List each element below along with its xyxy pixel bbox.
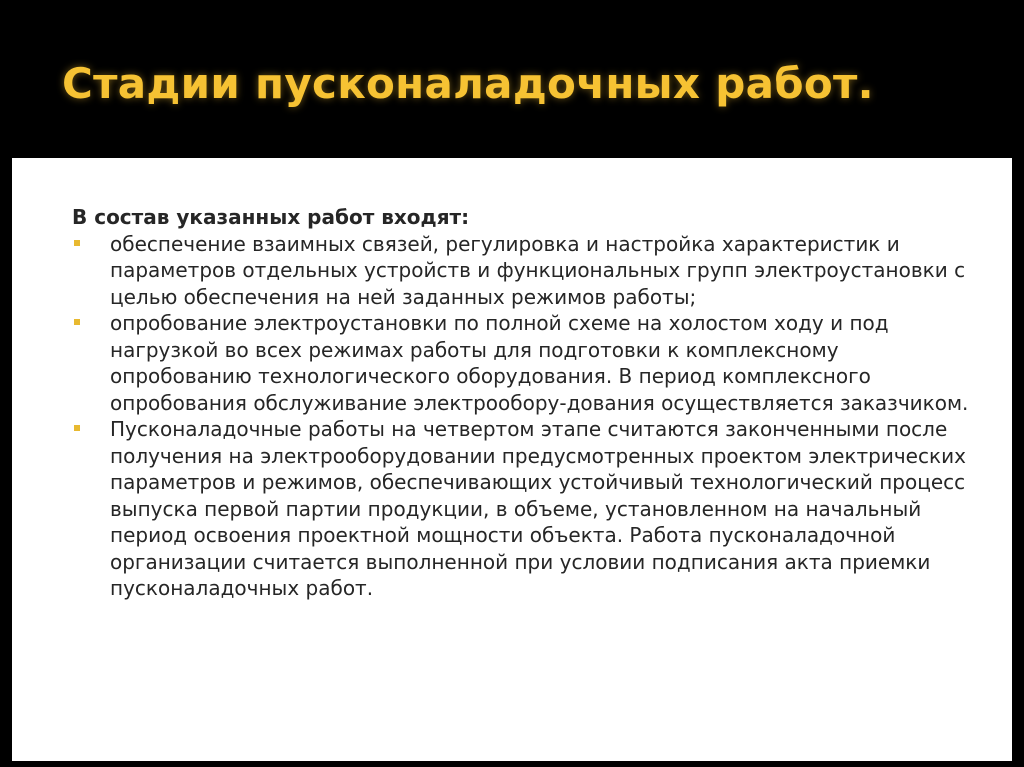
- square-bullet-icon: [74, 425, 80, 431]
- slide-body: [72, 204, 972, 602]
- square-bullet-icon: [74, 319, 80, 325]
- bullet-text: обеспечение взаимных связей, регулировка и настройка характеристик и параметров отдельных устройств и функциональных групп электроустановки с целью обеспечения на ней заданных режимов работы;: [110, 231, 966, 309]
- bullet-item: [72, 231, 972, 311]
- intro-text: В состав указанных работ входят:: [72, 205, 470, 229]
- square-bullet-icon: [74, 240, 80, 246]
- bullet-list: [72, 231, 972, 602]
- content-panel: [12, 158, 1012, 761]
- title-bar: [0, 0, 1024, 158]
- slide-title: Стадии пусконаладочных работ.: [62, 59, 874, 108]
- bullet-item: [72, 310, 972, 416]
- bullet-text: Пусконаладочные работы на четвертом этапе считаются законченными после получения на электрооборудовании предусмотренных проектом электрических параметров и режимов, обеспечивающих устойчивый технологический процесс выпуска первой партии продукции, в объеме, установленном на начальный период освоения проектной мощности объекта. Работа пусконаладочной организации считается выполненной при условии подписания акта приемки пусконаладочных работ.: [110, 417, 966, 600]
- bullet-item: [72, 416, 972, 602]
- bullet-text: опробование электроустановки по полной схеме на холостом ходу и под нагрузкой во всех режимах работы для подготовки к комплексному опробованию технологического оборудования. В период комплексного опробования обслуживание электрообору-дования осуществляется заказчиком.: [110, 311, 969, 415]
